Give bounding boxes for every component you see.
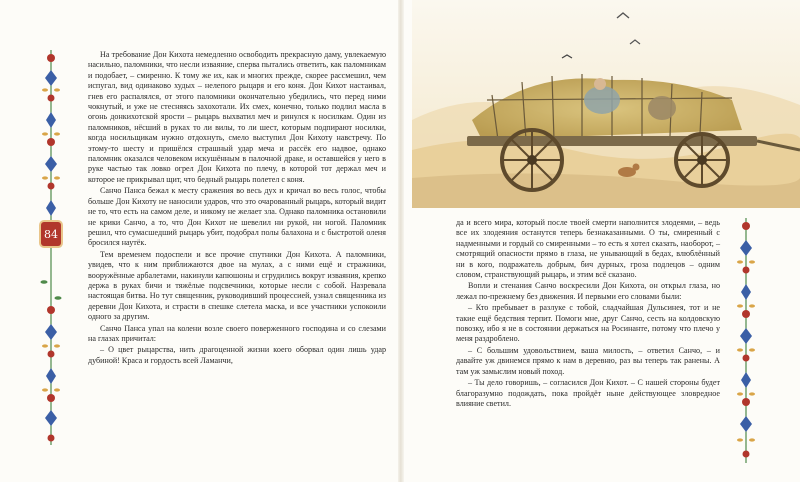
left-text-column xyxy=(88,50,386,367)
paragraph: – Кто пребывает в разлуке с тобой, сладчайшая Дульсинея, тот и не такие ещё бедствия терпит. Помоги мне, друг Санчо, сесть на колдовскую повозку, ибо я не в состоянии держаться на Росинанте, потому что плечо у меня раздроблено. xyxy=(456,303,720,344)
right-text-column xyxy=(456,218,720,410)
left-ornament-border xyxy=(40,50,62,445)
cart-illustration xyxy=(412,0,800,208)
paragraph: – Ты дело говоришь, – согласился Дон Кихот. – С нашей стороны будет благоразумно подождать, пока пройдёт ныне действующее зловредное влияние светил. xyxy=(456,378,720,408)
paragraph: да и всего мира, который после твоей смерти наполнится злодеями, – ведь все их злодеяния останутся теперь безнаказанными. О ты, смиренный с надменными и гордый со смиренными – то есть я хотел сказать, наоборот, – смотрящий опасности прямо в глаза, не унывающий в бедах, влюблённый ни в кого, подражатель добрым, бич дурных, гроза подлецов – одним словом, странствующий рыцарь, и этим всё сказано. xyxy=(456,218,720,280)
book-spine xyxy=(398,0,404,482)
paragraph: На требование Дон Кихота немедленно освободить прекрасную даму, увлекаемую насильно, паломники, что несли изваяние, сперва пытались ответить, как паломникам и подобает, – смиренно. К тому же их, как и многих прежде, скорее рассмешил, чем испугал, вид одинаково худых – нелепого рыцаря и его коня. Дон Кихот настаивал, гнев его распалялся, от этого паломники окончательно убедились, что перед ними чокнутый, и уже не стесняясь захохотали. Их смех, конечно, только подлил масла в огонь донкихотской ярости – рыцарь выхватил меч и ринулся к носилкам. Один из паломников, нёсший в руках то ли вилы, то ли шест, которым подпирают носилки, когда носильщикам нужно отдохнуть, смело выступил Дон Кихоту навстречу. По этому-то шесту и пришёлся страшный удар меча и рассёк его надвое, однако паломник оказался человеком искушённым в палочной драке, и оставшейся у него в руке частью так ловко огрел Дон Кихота по плечу, в которой тот держал меч и которое не прикрывал щит, что бедный рыцарь полетел с коня. xyxy=(88,50,386,184)
ox-cart-watercolor-icon xyxy=(412,0,800,208)
paragraph: Тем временем подоспели и все прочие спутники Дон Кихота. А паломники, увидев, что к ним приближаются двое на мулах, а с ними ещё и стражники, вооружённые арбалетами, накинули капюшоны и сгрудились вокруг изваяния, крепко держа в руках бичи и тяжёлые подсвечники, которые несли с собой. Назревала настоящая битва. Но тут священник, руководивший процессией, узнал священника из деревни Дон Кихота, и страсти в спешке слетела маска, и все участники успокоили одного за другим. xyxy=(88,249,386,322)
paragraph: Санчо Панса упал на колени возле своего поверженного господина и со слезами на глазах причитал: xyxy=(88,323,386,343)
paragraph: – С большим удовольствием, ваша милость, – ответил Санчо, – и давайте уж двинемся прямо к нам в деревню, раз вы теперь так ранены. А там уж замыслим новый поход. xyxy=(456,345,720,376)
paragraph: Вопли и стенания Санчо воскресили Дон Кихота, он открыл глаза, но лежал по-прежнему без движения. И первыми его словами были: xyxy=(456,281,720,301)
page-number: 84 xyxy=(41,222,61,246)
paragraph: Санчо Панса бежал к месту сражения во весь дух и кричал во весь голос, чтобы больше Дон Кихоту не наносили ударов, что это очарованный рыцарь, который видит не то, что есть на самом деле, и никому не желает зла. Однако паломника остановили не крики Санчо, а то, что Дон Кихот не шевелил ни рукой, ни ногой. Паломник решил, что сумасшедший рыцарь убит, подобрал полы балахона и с быстротой оленя бросился наутёк. xyxy=(88,186,386,248)
right-ornament-border xyxy=(735,218,757,463)
ornament-vine-icon xyxy=(40,50,62,445)
paragraph: – О цвет рыцарства, нить драгоценной жизни коего оборвал один лишь удар дубиной! Краса и гордость всей Ламанчи, xyxy=(88,345,386,365)
ornament-vine-icon xyxy=(735,218,757,463)
